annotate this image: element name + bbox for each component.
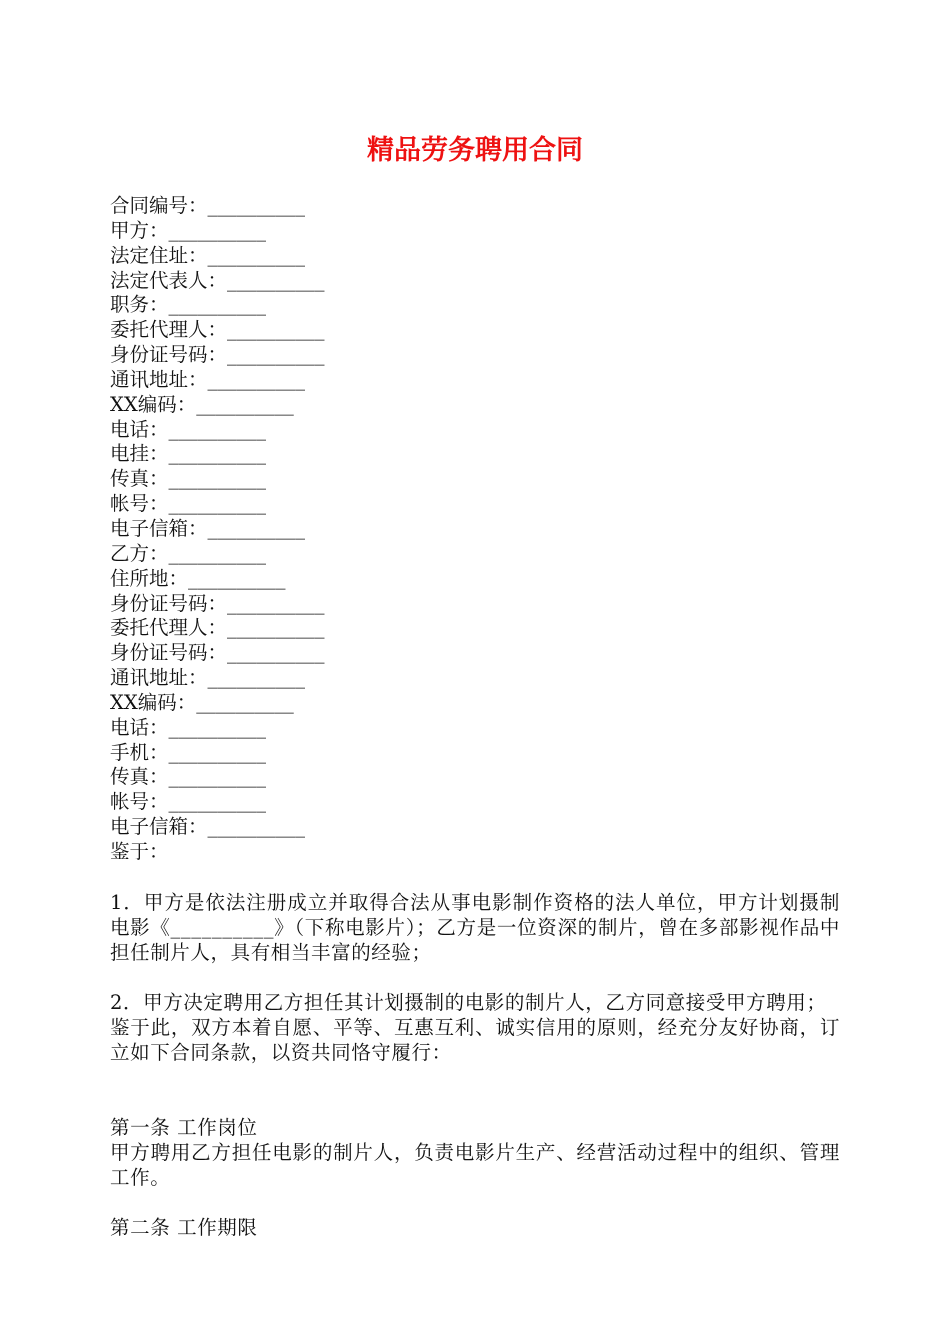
field-telegraph-a: 电挂：__________ (110, 442, 267, 466)
field-position: 职务：__________ (110, 293, 267, 317)
field-postcode-b: XX编码：__________ (110, 690, 294, 714)
field-contract-number: 合同编号：__________ (110, 194, 306, 217)
recital-3-text: 鉴于此，双方本着自愿、平等、互惠互利、诚实信用的原则，经充分友好协商，订立如下合同条款，以资共同恪守履行： (110, 1016, 840, 1064)
recital-2-text: 2．甲方决定聘用乙方担任其计划摄制的电影的制片人，乙方同意接受甲方聘用； (110, 991, 827, 1014)
field-mailing-address-b: 通讯地址：__________ (110, 666, 306, 690)
field-whereas: 鉴于： (110, 839, 169, 863)
field-account-b: 帐号：__________ (110, 790, 267, 814)
field-residence-b: 住所地：__________ (110, 566, 286, 590)
article-2-heading: 第二条 工作期限 (110, 1216, 258, 1239)
field-phone-b: 电话：__________ (110, 715, 267, 739)
field-mobile-b: 手机：__________ (110, 740, 267, 764)
recital-1 (110, 890, 840, 965)
recital-1-text: 1．甲方是依法注册成立并取得合法从事电影制作资格的法人单位，甲方计划摄制电影《__________》（下称电影片）；乙方是一位资深的制片，曾在多部影视作品中担任制片人，具有相当丰富的经验； (110, 891, 840, 964)
article-1-heading: 第一条 工作岗位 (110, 1116, 258, 1139)
field-phone-a: 电话：__________ (110, 417, 267, 441)
field-fax-a: 传真：__________ (110, 467, 267, 491)
field-agent-a: 委托代理人：__________ (110, 318, 325, 342)
field-account-a: 帐号：__________ (110, 492, 267, 516)
field-email-a: 电子信箱：__________ (110, 516, 306, 540)
field-party-a: 甲方：__________ (110, 218, 267, 242)
field-agent-b: 委托代理人：__________ (110, 616, 325, 640)
article-2 (110, 1215, 840, 1240)
field-mailing-address-a: 通讯地址：__________ (110, 367, 306, 391)
article-1 (110, 1115, 840, 1190)
article-1-text: 甲方聘用乙方担任电影的制片人，负责电影片生产、经营活动过程中的组织、管理工作。 (110, 1141, 840, 1189)
field-party-b: 乙方：__________ (110, 541, 267, 565)
document-title: 精品劳务聘用合同 (367, 135, 583, 166)
field-legal-representative: 法定代表人：__________ (110, 268, 325, 292)
recital-2 (110, 990, 840, 1065)
field-fax-b: 传真：__________ (110, 765, 267, 789)
field-id-number-b: 身份证号码：__________ (110, 591, 325, 615)
field-legal-address: 法定住址：__________ (110, 243, 306, 267)
field-email-b: 电子信箱：__________ (110, 815, 306, 839)
field-agent-id-number-b: 身份证号码：__________ (110, 641, 325, 665)
field-postcode-a: XX编码：__________ (110, 392, 294, 416)
contract-fields (110, 194, 850, 865)
field-id-number-a: 身份证号码：__________ (110, 343, 325, 367)
